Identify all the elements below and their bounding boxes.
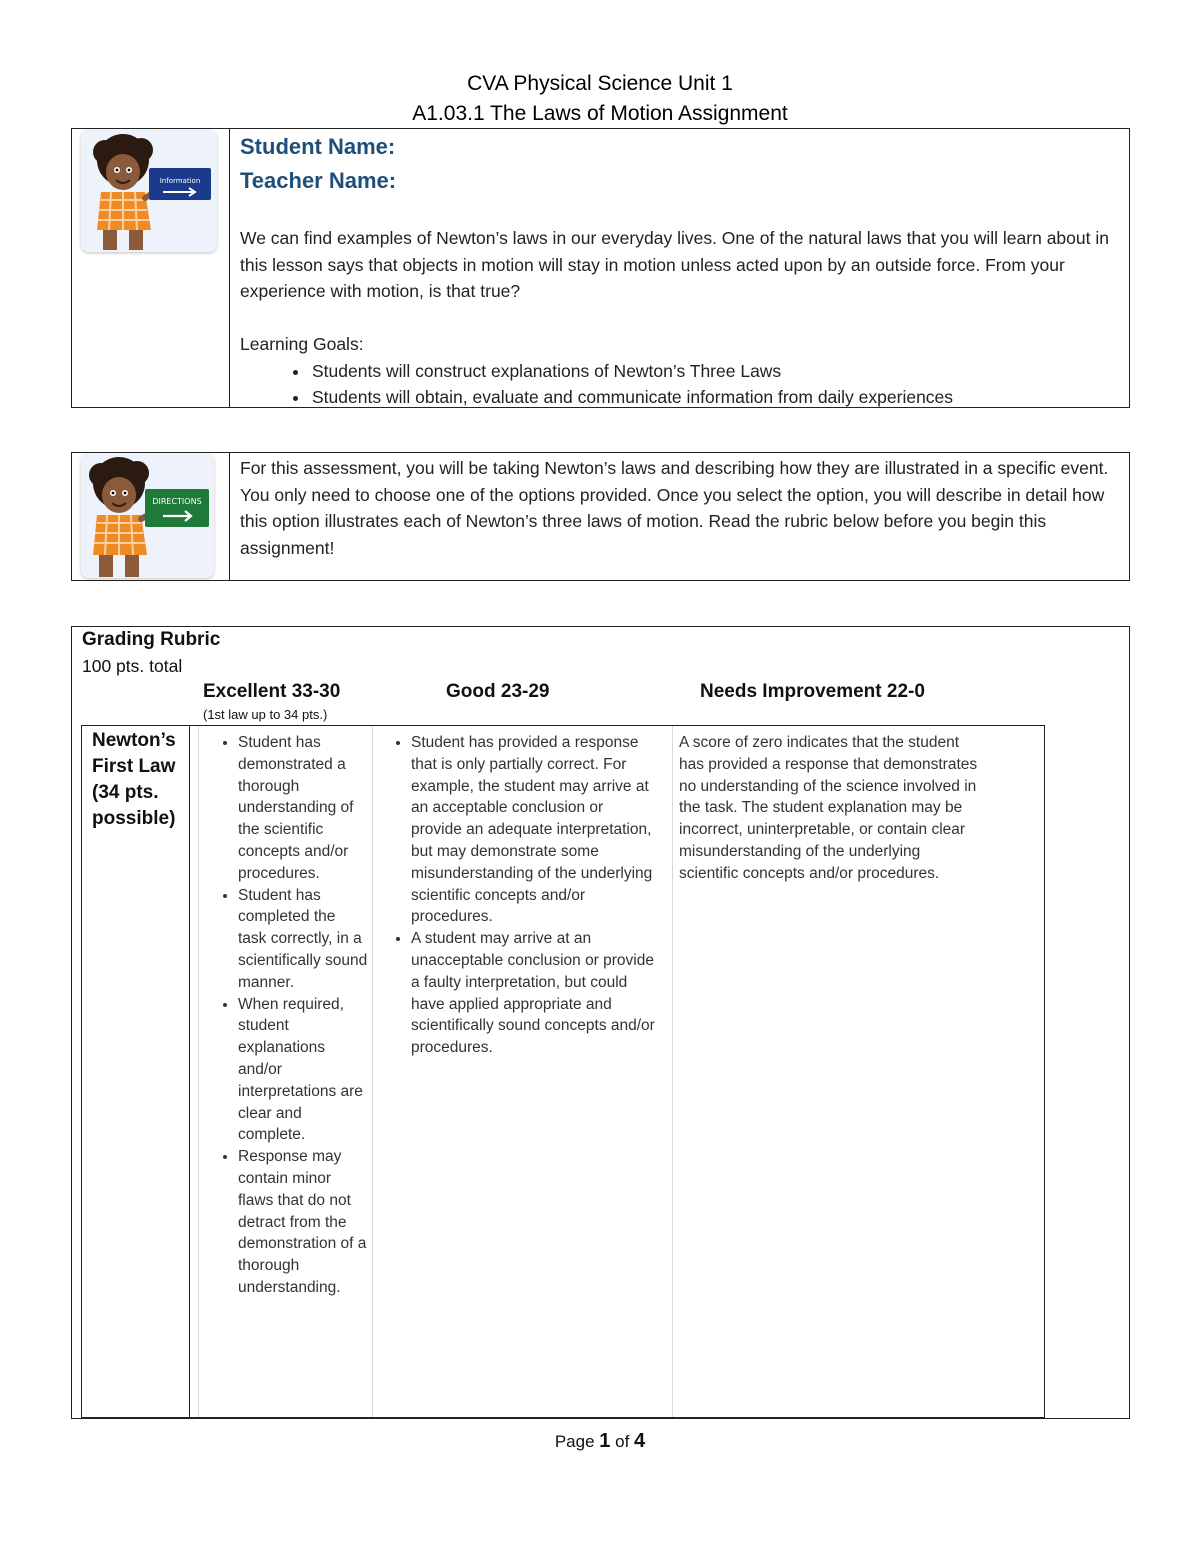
page-word: Page bbox=[554, 1432, 595, 1451]
list-item: • Student has demonstrated a thorough understanding of the scientific concepts and/or procedures. bbox=[238, 732, 368, 885]
list-item: • Student has provided a response that is only partially correct. For example, the student may arrive at an acceptable conclusion or provide an adequate interpretation, but may demonstrate some misunderstanding of the underlying scientific concepts and/or procedures. bbox=[411, 732, 657, 928]
column-needs-improvement: Needs Improvement 22-0 bbox=[700, 681, 925, 702]
row-label-first-law: Newton’s First Law (34 pts. possible) bbox=[92, 730, 176, 829]
good-cell bbox=[391, 732, 657, 1059]
learning-goals-label: Learning Goals: bbox=[240, 334, 364, 354]
directions-text: For this assessment, you will be taking Newton’s laws and describing how they are illustrated in a specific event. You only need to choose one of the options provided. Once you select the option, you will describe in detail how this option illustrates each of Newton’s three laws of motion. Read the rubric below before you begin this assignment! bbox=[240, 458, 1109, 558]
list-item: • A student may arrive at an unacceptable conclusion or provide a faulty interpretation, but could have applied appropriate and scientifically sound concepts and/or procedures. bbox=[411, 928, 657, 1059]
list-item: • Student has completed the task correctly, in a scientifically sound manner. bbox=[238, 885, 368, 994]
rubric-total: 100 pts. total bbox=[82, 656, 183, 676]
rubric-title: Grading Rubric bbox=[82, 629, 221, 650]
presenter-directions-sign-icon bbox=[81, 453, 214, 578]
list-item: • Students will construct explanations of Newton’s Three Laws bbox=[310, 358, 1120, 385]
needs-improvement-cell: A score of zero indicates that the student has provided a response that demonstrates no understanding of the science involved in the task. The student explanation may be incorrect, uninterpretable, or contain clear misunderstanding of the underlying scientific concepts and/or procedures. bbox=[679, 734, 978, 882]
svg-text:Information: Information bbox=[159, 177, 201, 185]
svg-text:DIRECTIONS: DIRECTIONS bbox=[152, 497, 202, 506]
page-total: 4 bbox=[634, 1430, 646, 1452]
presenter-information-sign-icon bbox=[81, 130, 217, 252]
list-item: • Students will obtain, evaluate and communicate information from daily experiences bbox=[310, 384, 1120, 411]
document-title-line2: A1.03.1 The Laws of Motion Assignment bbox=[412, 102, 788, 125]
column-excellent-note: (1st law up to 34 pts.) bbox=[203, 707, 328, 722]
document-title-line1: CVA Physical Science Unit 1 bbox=[467, 72, 733, 95]
teacher-name-label: Teacher Name: bbox=[240, 168, 397, 193]
intro-paragraph bbox=[240, 225, 1120, 411]
list-item: • Response may contain minor flaws that do not detract from the demonstration of a thorough understanding. bbox=[238, 1146, 368, 1299]
excellent-cell bbox=[218, 732, 368, 1299]
of-word: of bbox=[615, 1432, 630, 1451]
page-footer bbox=[0, 1430, 1200, 1453]
column-excellent: Excellent 33-30 bbox=[203, 681, 341, 702]
learning-goals-list bbox=[240, 358, 1120, 411]
column-good: Good 23-29 bbox=[446, 681, 550, 702]
student-name-label: Student Name: bbox=[240, 134, 396, 159]
list-item: • When required, student explanations and/or interpretations are clear and complete. bbox=[238, 994, 368, 1147]
page-number: 1 bbox=[599, 1430, 611, 1452]
intro-text: We can find examples of Newton’s laws in our everyday lives. One of the natural laws that you will learn about in this lesson says that objects in motion will stay in motion unless acted upon by an outside force. From your experience with motion, is that true? bbox=[240, 228, 1109, 301]
